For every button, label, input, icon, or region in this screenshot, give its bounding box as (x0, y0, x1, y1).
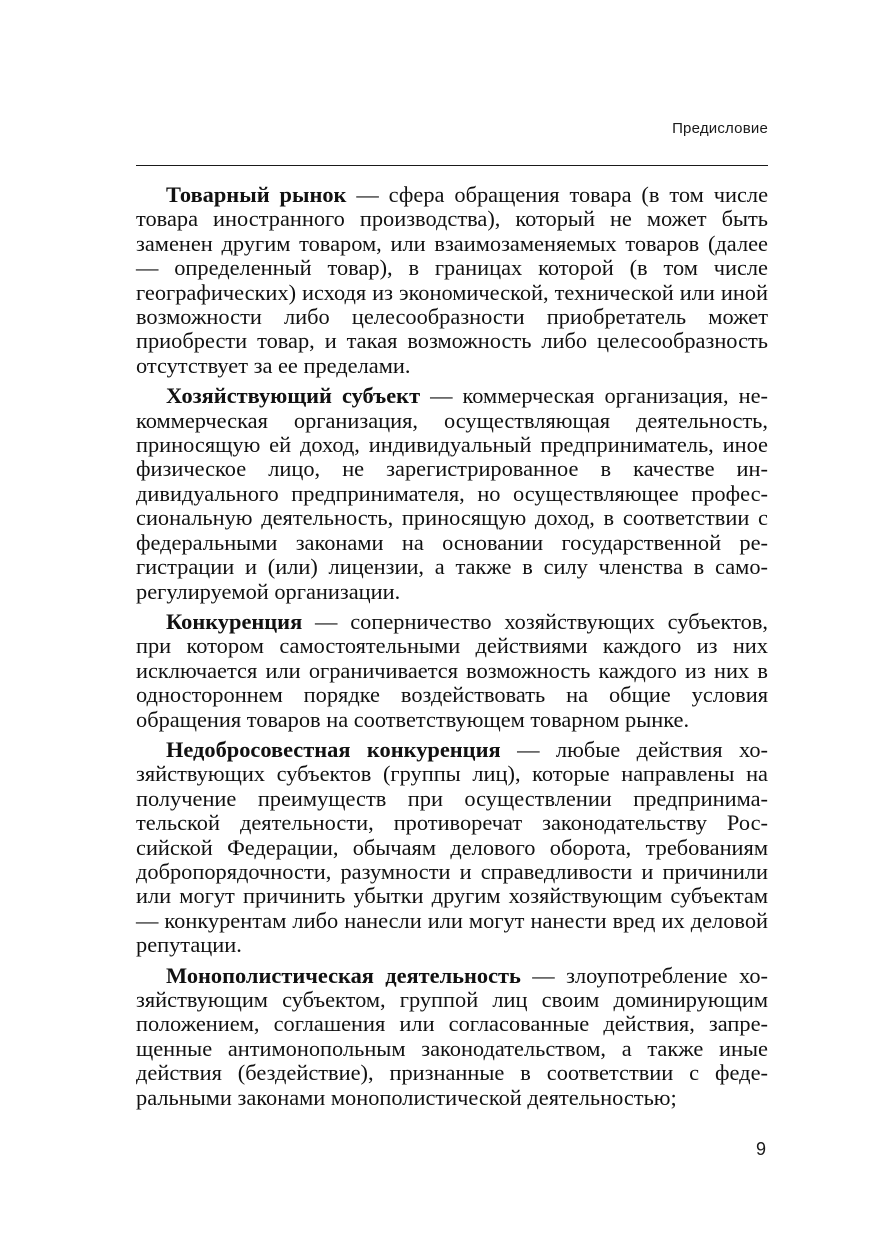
definition-term: Хозяйствующий субъект (166, 383, 421, 409)
definition-paragraph (136, 384, 768, 604)
page-number: 9 (755, 1139, 766, 1159)
definition-text: — коммерческая организация, некоммерческая организация, осуществляющая деятельность, приносящую ей доход, индивидуальный предприниматель, иное физическое лицо, не зарегистрированное в качестве индивидуального предпринимателя, но осуществляющее профессиональную деятельность, приносящую доход, в соответствии с федеральными законами на основании государственной регистрации и (или) лицензии, а также в силу членства в саморегулируемой организации. (136, 383, 769, 604)
definition-paragraph (136, 738, 768, 958)
definition-term: Недобросовестная конкуренция (166, 736, 501, 762)
body-text (136, 183, 768, 1116)
definition-paragraph (136, 183, 768, 378)
running-head: Предисловие (672, 120, 768, 137)
definition-text: — любые действия хозяйствующих субъектов (группы лиц), которые направлены на получение преимуществ при осуществлении предпринимательской деятельности, противоречат законодательству Российской Федерации, обычаям делового оборота, требованиям добропорядочности, разумности и справедливости и причинили или могут причинить убытки другим хозяйствующим субъектам — конкурентам либо нанесли или могут нанести вред их деловой репутации. (136, 736, 769, 958)
definition-term: Конкуренция (166, 608, 303, 634)
definition-text: — сфера обращения товара (в том числе товара иностранного производства), который не может быть заменен другим товаром, или взаимозаменяемых товаров (далее — определенный товар), в границах которой (в том числе географических) исходя из экономической, технической или иной возможности либо целесообразности приобретатель может приобрести товар, и такая возможность либо целесообразность отсутствует за ее пределами. (136, 182, 769, 378)
definition-paragraph (136, 610, 768, 732)
header-rule (136, 165, 768, 166)
definition-text: — злоупотребление хозяйствующим субъектом, группой лиц своим доминирующим положением, соглашения или согласованные действия, запрещенные антимонопольным законодательством, а также иные действия (бездействие), признанные в соответствии с федеральными законами монополистической деятельностью; (136, 962, 768, 1110)
definition-term: Монополистическая деятельность (166, 962, 521, 988)
definition-term: Товарный рынок (166, 182, 347, 207)
definition-text: — соперничество хозяйствующих субъектов, при котором самостоятельными действиями каждого из них исключается или ограничивается возможность каждого из них в одностороннем порядке воздействовать на общие условия обращения товаров на соответствующем товарном рынке. (136, 608, 768, 732)
definition-paragraph (136, 964, 768, 1110)
